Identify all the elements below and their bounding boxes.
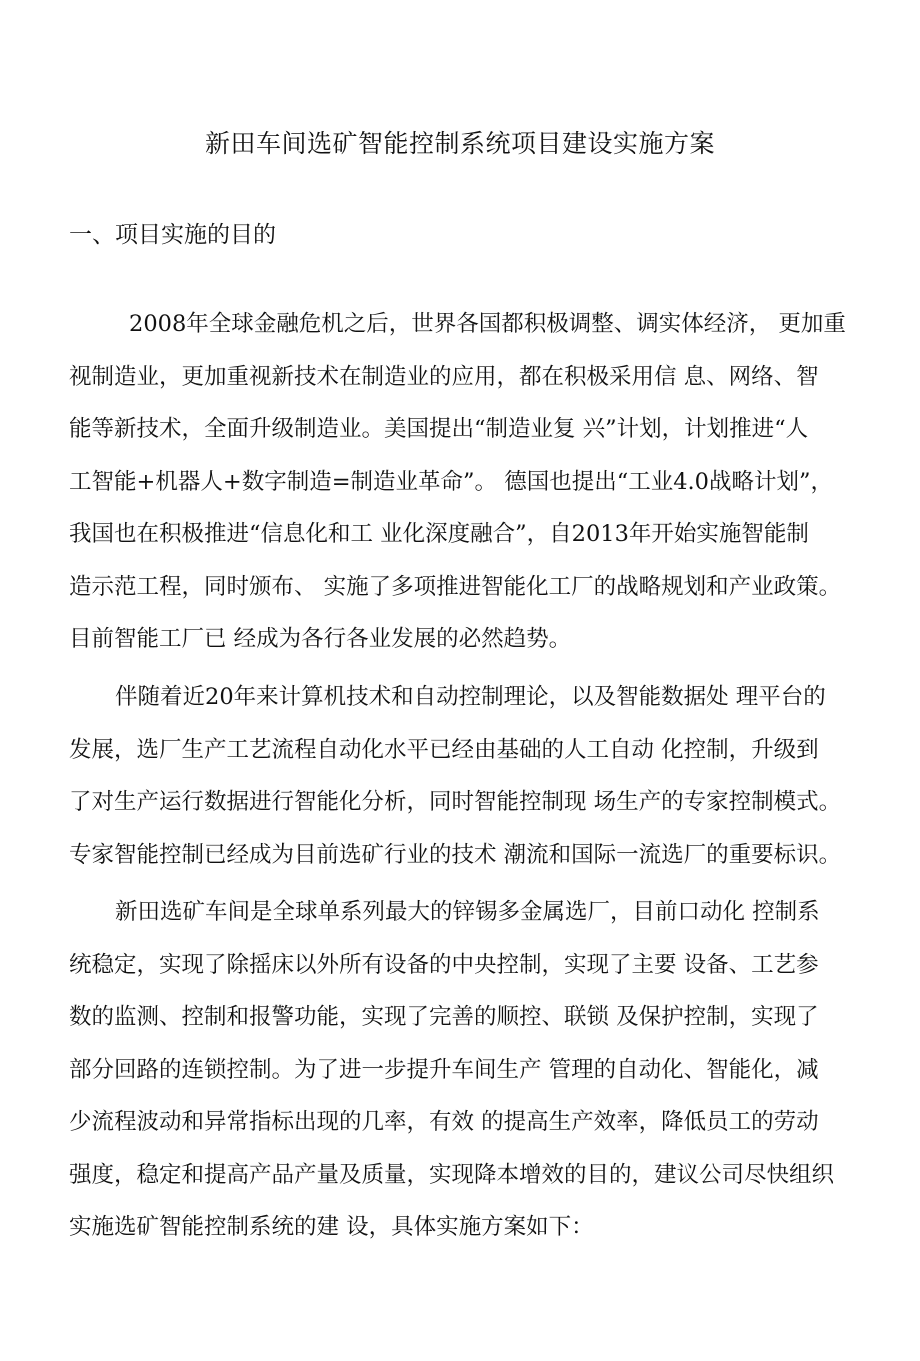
paragraph-line: 实施选矿智能控制系统的建 设，具体实施方案如下： [69,1214,594,1240]
paragraph-line: 少流程波动和异常指标出现的几率，有效 的提高生产效率，降低员工的劳动 [69,1109,819,1135]
document-title: 新田车间选矿智能控制系统项目建设实施方案 [204,129,715,158]
paragraph-line: 伴随着近20年来计算机技术和自动控制理论，以及智能数据处 理平台的 [115,684,826,710]
paragraph-line: 专家智能控制已经成为目前选矿行业的技术 潮流和国际一流选厂的重要标识。 [69,841,842,868]
paragraph-global-context [69,298,869,666]
paragraph-line: 造示范工程，同时颁布、 实施了多项推进智能化工厂的战略规划和产业政策。 [69,573,842,600]
paragraph-line: 数的监测、控制和报警功能，实现了完善的顺控、联锁 及保护控制，实现了 [69,1004,819,1030]
section-heading: 一、项目实施的目的 [69,222,276,248]
paragraph-line: 视制造业，更加重视新技术在制造业的应用，都在积极采用信 息、网络、智 [69,363,819,390]
paragraph-technology-trend [69,671,869,881]
paragraph-line: 部分回路的连锁控制。为了进一步提升车间生产 管理的自动化、智能化，减 [69,1056,819,1083]
paragraph-line: 新田选矿车间是全球单系列最大的锌锡多金属选厂，目前口动化 控制系 [115,899,820,925]
paragraph-line: 强度，稳定和提高产品产量及质量，实现降本增效的目的，建议公司尽快组织 [69,1161,835,1188]
paragraph-line: 统稳定，实现了除摇床以外所有设备的中央控制，实现了主要 设备、工艺参 [69,951,819,978]
paragraph-line: 我国也在积极推进“信息化和工 业化深度融合”，自2013年开始实施智能制 [69,521,809,547]
paragraph-line: 了对生产运行数据进行智能化分析，同时智能控制现 场生产的专家控制模式。 [69,789,842,815]
paragraph-line: 能等新技术，全面升级制造业。美国提出“制造业复 兴”计划，计划推进“人 [69,416,809,442]
paragraph-line: 发展，选厂生产工艺流程自动化水平已经由基础的人工自动 化控制，升级到 [69,736,819,763]
paragraph-plant-status [69,886,869,1254]
paragraph-line: 工智能+机器人+数字制造=制造业革命”。 德国也提出“工业4.0战略计划”， [69,468,834,495]
paragraph-line: 2008年全球金融危机之后，世界各国都积极调整、调实体经济， 更加重 [129,311,846,337]
paragraph-line: 目前智能工厂已 经成为各行各业发展的必然趋势。 [69,626,572,652]
